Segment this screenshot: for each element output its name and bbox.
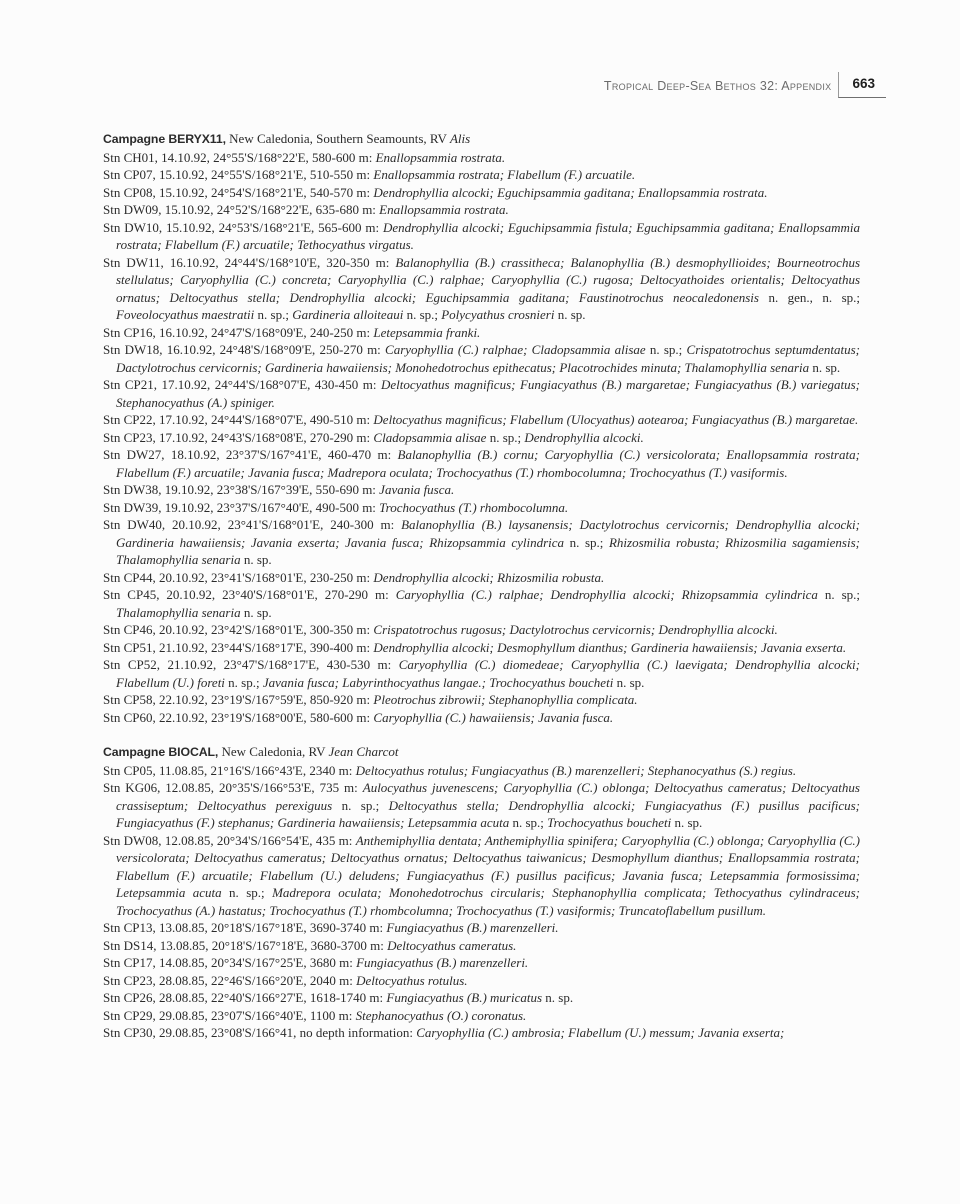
- station-text: Stn DW09, 15.10.92, 24°52'S/168°22'E, 635-680 m:: [103, 202, 380, 217]
- station-text: Stn CP05, 11.08.85, 21°16'S/166°43'E, 2340 m:: [103, 762, 356, 778]
- taxa-text: Deltocyathus rotulus.: [356, 972, 468, 988]
- station-entry: [103, 429, 860, 447]
- station-entry: [103, 1007, 860, 1025]
- station-entry: [103, 254, 860, 324]
- station-text: n. sp.: [554, 307, 586, 322]
- taxa-text: Deltocyathus magnificus; Flabellum (Ulocyathus) aotearoa; Fungiacyathus (B.) margaretae.: [373, 412, 859, 427]
- campaign-name: Campagne BIOCAL,: [103, 745, 219, 759]
- taxa-text: Enallopsammia rostrata.: [379, 202, 509, 217]
- station-entry: [103, 324, 860, 342]
- taxa-text: Pleotrochus zibrowii; Stephanophyllia complicata.: [373, 692, 638, 707]
- campaign-name: Campagne BERYX11,: [103, 132, 226, 146]
- station-text: Stn CP22, 17.10.92, 24°44'S/168°07'E, 490-510 m:: [103, 412, 374, 427]
- station-text: Stn DW38, 19.10.92, 23°38'S/167°39'E, 550-690 m:: [103, 482, 380, 497]
- taxa-text: Enallopsammia rostrata.: [375, 149, 506, 165]
- station-text: New Caledonia, Southern Seamounts, RV: [225, 131, 450, 146]
- taxa-text: Balanophyllia (B.) laysanensis; Dactylotrochus cervicornis; Dendrophyllia alcocki; Gardineria hawaiiensis; Javania exserta; Javania fusca; Rhizopsammia cylindrica: [116, 517, 860, 550]
- station-entry: [103, 1024, 860, 1042]
- station-text: Stn CP52, 21.10.92, 23°47'S/168°17'E, 430-530 m:: [103, 657, 399, 672]
- station-entry: [103, 762, 860, 780]
- taxa-text: Trochocyathus (T.) rhombocolumna.: [379, 499, 569, 515]
- station-text: Stn CP46, 20.10.92, 23°42'S/168°01'E, 300-350 m:: [103, 622, 374, 637]
- station-entry: [103, 341, 860, 376]
- station-entry: [103, 656, 860, 691]
- station-text: n. sp.;: [221, 885, 273, 900]
- taxa-text: Alis: [449, 131, 471, 146]
- taxa-text: Caryophyllia (C.) hawaiiensis; Javania fusca.: [373, 709, 614, 725]
- station-entry: [103, 919, 860, 937]
- taxa-text: Enallopsammia rostrata; Flabellum (F.) arcuatile.: [373, 167, 636, 182]
- station-text: n. sp.: [613, 674, 645, 690]
- station-text: Stn CH01, 14.10.92, 24°55'S/168°22'E, 580-600 m:: [103, 149, 376, 165]
- station-entry: [103, 411, 860, 429]
- station-text: n. gen., n. sp.;: [758, 289, 860, 305]
- taxa-text: Foveolocyathus maestratii: [116, 307, 255, 322]
- station-entry: [103, 516, 860, 569]
- taxa-text: Gardineria alloiteaui: [292, 307, 404, 322]
- page-number-box: [838, 72, 886, 98]
- station-text: Stn CP44, 20.10.92, 23°41'S/168°01'E, 230-250 m:: [103, 569, 374, 585]
- taxa-text: Crispatotrochus septumdentatus; Dactylotrochus cervicornis; Gardineria hawaiiensis; Monohedotrochus epithecatus; Placotrochides minuta; Thalamophyllia senaria: [116, 342, 860, 375]
- station-text: New Caledonia, RV: [218, 744, 329, 759]
- taxa-text: Fungiacyathus (B.) marenzelleri.: [356, 955, 529, 970]
- taxa-text: Anthemiphyllia dentata; Anthemiphyllia spinifera; Caryophyllia (C.) oblonga; Caryophyllia (C.) versicolorata; Deltocyathus cameratus; Deltocyathus ornatus; Deltocyathus taiwanicus; Desmophyllum dianthus; Enallopsammia rostrata; Flabellum (F.) arcuatile; Flabellum (U.) deludens; Fungiacyathus (F.) pusillus pacificus; Javania fusca; Letepsammia formosissima; Letepsammia acuta: [116, 832, 860, 900]
- station-entry: [103, 376, 860, 411]
- station-text: Stn CP23, 28.08.85, 22°46'S/166°20'E, 2040 m:: [103, 972, 357, 988]
- station-text: Stn DW18, 16.10.92, 24°48'S/168°09'E, 250-270 m:: [103, 342, 386, 357]
- running-head: [604, 72, 886, 98]
- station-entry: [103, 149, 860, 167]
- station-entry: [103, 779, 860, 832]
- campaign-heading: [103, 743, 860, 762]
- taxa-text: Deltocyathus stella; Dendrophyllia alcocki; Fungiacyathus (F.) pusillus pacificus; Fungiacyathus (F.) stephanus; Gardineria hawaiiensis; Letepsammia acuta: [116, 797, 860, 830]
- page-number: 663: [852, 76, 875, 91]
- station-text: n. sp.;: [817, 587, 861, 602]
- station-entry: [103, 166, 860, 184]
- station-entry: [103, 184, 860, 202]
- taxa-text: Jean Charcot: [328, 744, 399, 759]
- station-text: n. sp.;: [403, 307, 442, 322]
- station-entry: [103, 972, 860, 990]
- taxa-text: Dendrophyllia alcocki; Eguchipsammia fistula; Eguchipsammia gaditana; Enallopsammia rostrata; Flabellum (F.) arcuatile; Tethocyathus virgatus.: [116, 219, 861, 252]
- taxa-text: Balanophyllia (B.) cornu; Caryophyllia (C.) versicolorata; Enallopsammia rostrata; Flabellum (F.) arcuatile; Javania fusca; Madrepora oculata; Trochocyathus (T.) rhombocolumna; Trochocyathus (T.) vasiformis.: [116, 447, 860, 480]
- campaign-section: [103, 130, 860, 726]
- station-entry: [103, 691, 860, 709]
- station-entry: [103, 989, 860, 1007]
- taxa-text: Javania fusca.: [379, 482, 455, 497]
- taxa-text: Cladopsammia alisae: [373, 429, 487, 445]
- station-text: Stn KG06, 12.08.85, 20°35'S/166°53'E, 735 m:: [103, 780, 363, 795]
- station-text: Stn DW39, 19.10.92, 23°37'S/167°40'E, 490-500 m:: [103, 499, 380, 515]
- station-text: n. sp.;: [564, 534, 609, 550]
- taxa-text: Rhizosmilia robusta; Rhizosmilia sagamiensis; Thalamophyllia senaria: [116, 534, 860, 567]
- station-text: Stn CP29, 29.08.85, 23°07'S/166°40'E, 1100 m:: [103, 1007, 356, 1023]
- taxa-text: Caryophyllia (C.) ralphae; Cladopsammia alisae: [385, 342, 646, 357]
- station-text: n. sp.;: [254, 307, 293, 322]
- campaign-heading: [103, 130, 860, 149]
- taxa-text: Deltocyathus rotulus; Fungiacyathus (B.) marenzelleri; Stephanocyathus (S.) regius.: [355, 762, 797, 778]
- station-entry: [103, 621, 860, 639]
- taxa-text: Letepsammia franki.: [373, 324, 481, 340]
- taxa-text: Caryophyllia (C.) ambrosia; Flabellum (U.) messum; Javania exserta;: [416, 1025, 785, 1040]
- station-text: Stn CP21, 17.10.92, 24°44'S/168°07'E, 430-450 m:: [103, 377, 381, 392]
- taxa-text: Javania fusca; Labyrinthocyathus langae.; Trochocyathus boucheti: [262, 674, 614, 690]
- station-text: Stn DW08, 12.08.85, 20°34'S/166°54'E, 435 m:: [103, 832, 356, 848]
- station-text: Stn CP30, 29.08.85, 23°08'S/166°41, no depth information:: [103, 1025, 417, 1040]
- station-text: n. sp.;: [224, 674, 263, 690]
- station-text: n. sp.: [240, 552, 272, 567]
- running-title: Tropical Deep-Sea Bethos 32: Appendix: [603, 79, 832, 93]
- station-text: Stn CP23, 17.10.92, 24°43'S/168°08'E, 270-290 m:: [103, 429, 374, 445]
- station-text: Stn CP13, 13.08.85, 20°18'S/167°18'E, 3690-3740 m:: [103, 920, 387, 935]
- station-text: Stn CP45, 20.10.92, 23°40'S/168°01'E, 270-290 m:: [103, 587, 396, 602]
- taxa-text: Thalamophyllia senaria: [116, 604, 241, 620]
- station-entry: [103, 937, 860, 955]
- station-text: n. sp.: [809, 359, 841, 375]
- station-text: Stn DW11, 16.10.92, 24°44'S/168°10'E, 320-350 m:: [103, 254, 396, 270]
- station-text: Stn CP26, 28.08.85, 22°40'S/166°27'E, 1618-1740 m:: [103, 990, 387, 1005]
- station-text: Stn CP60, 22.10.92, 23°19'S/168°00'E, 580-600 m:: [103, 709, 374, 725]
- station-entry: [103, 832, 860, 920]
- taxa-text: Fungiacyathus (B.) muricatus: [386, 990, 543, 1005]
- taxa-text: Stephanocyathus (O.) coronatus.: [355, 1007, 527, 1023]
- taxa-text: Caryophyllia (C.) diomedeae; Caryophyllia (C.) laevigata; Dendrophyllia alcocki; Flabellum (U.) foreti: [116, 657, 860, 690]
- taxa-text: Aulocyathus juvenescens; Caryophyllia (C.) oblonga; Deltocyathus cameratus; Deltocyathus crassiseptum; Deltocyathus perexiguus: [116, 780, 860, 813]
- station-entry: [103, 481, 860, 499]
- station-entry: [103, 569, 860, 587]
- taxa-text: Dendrophyllia alcocki; Eguchipsammia gaditana; Enallopsammia rostrata.: [373, 184, 768, 200]
- taxa-text: Deltocyathus magnificus; Fungiacyathus (B.) margaretae; Fungiacyathus (B.) variegatus; Stephanocyathus (A.) spiniger.: [116, 377, 860, 410]
- station-text: Stn DW10, 15.10.92, 24°53'S/168°21'E, 565-600 m:: [103, 219, 383, 235]
- station-text: n. sp.;: [645, 342, 687, 357]
- taxa-text: Dendrophyllia alcocki.: [524, 429, 644, 445]
- station-text: Stn DS14, 13.08.85, 20°18'S/167°18'E, 3680-3700 m:: [103, 937, 388, 953]
- station-entry: [103, 499, 860, 517]
- station-text: n. sp.: [671, 815, 703, 830]
- taxa-text: Balanophyllia (B.) crassitheca; Balanophyllia (B.) desmophyllioides; Bourneotrochus stellulatus; Caryophyllia (C.) concreta; Caryophyllia (C.) ralphae; Caryophyllia (C.) rugosa; Deltocyathoides orientalis; Deltocyathus ornatus; Deltocyathus stella; Dendrophyllia alcocki; Eguchipsammia gaditana; Faustinotrochus neocaledonensis: [116, 254, 860, 305]
- station-text: Stn CP17, 14.08.85, 20°34'S/167°25'E, 3680 m:: [103, 955, 357, 970]
- station-text: Stn CP58, 22.10.92, 23°19'S/167°59'E, 850-920 m:: [103, 692, 374, 707]
- taxa-text: Trochocyathus boucheti: [547, 815, 672, 830]
- station-text: Stn DW27, 18.10.92, 23°37'S/167°41'E, 460-470 m:: [103, 447, 398, 462]
- station-text: n. sp.: [240, 604, 272, 620]
- taxa-text: Caryophyllia (C.) ralphae; Dendrophyllia alcocki; Rhizopsammia cylindrica: [395, 587, 818, 602]
- taxa-text: Deltocyathus cameratus.: [387, 937, 517, 953]
- station-text: Stn CP16, 16.10.92, 24°47'S/168°09'E, 240-250 m:: [103, 324, 374, 340]
- station-entry: [103, 201, 860, 219]
- station-entry: [103, 709, 860, 727]
- station-text: Stn CP51, 21.10.92, 23°44'S/168°17'E, 390-400 m:: [103, 639, 374, 655]
- station-text: n. sp.;: [509, 815, 548, 830]
- taxa-text: Polycyathus crosnieri: [441, 307, 555, 322]
- station-text: n. sp.;: [332, 797, 389, 813]
- taxa-text: Fungiacyathus (B.) marenzelleri.: [386, 920, 559, 935]
- station-entry: [103, 219, 860, 254]
- station-text: n. sp.: [542, 990, 574, 1005]
- station-text: n. sp.;: [486, 429, 525, 445]
- station-text: Stn CP07, 15.10.92, 24°55'S/168°21'E, 510-550 m:: [103, 167, 374, 182]
- station-entry: [103, 954, 860, 972]
- campaign-section: [103, 743, 860, 1042]
- station-entry: [103, 639, 860, 657]
- taxa-text: Crispatotrochus rugosus; Dactylotrochus cervicornis; Dendrophyllia alcocki.: [373, 622, 778, 637]
- taxa-text: Dendrophyllia alcocki; Rhizosmilia robusta.: [373, 569, 605, 585]
- station-text: Stn CP08, 15.10.92, 24°54'S/168°21'E, 540-570 m:: [103, 184, 374, 200]
- station-text: Stn DW40, 20.10.92, 23°41'S/168°01'E, 240-300 m:: [103, 517, 402, 532]
- station-entry: [103, 446, 860, 481]
- station-entry: [103, 586, 860, 621]
- station-list: [103, 130, 860, 1042]
- taxa-text: Dendrophyllia alcocki; Desmophyllum dianthus; Gardineria hawaiiensis; Javania exserta.: [373, 639, 847, 655]
- taxa-text: Madrepora oculata; Monohedotrochus circularis; Stephanophyllia complicata; Tethocyathus cylindraceus; Trochocyathus (A.) hastatus; Trochocyathus (T.) rhombcolumna; Trochocyathus (T.) vasiformis; Truncatoflabellum pusillum.: [116, 885, 861, 918]
